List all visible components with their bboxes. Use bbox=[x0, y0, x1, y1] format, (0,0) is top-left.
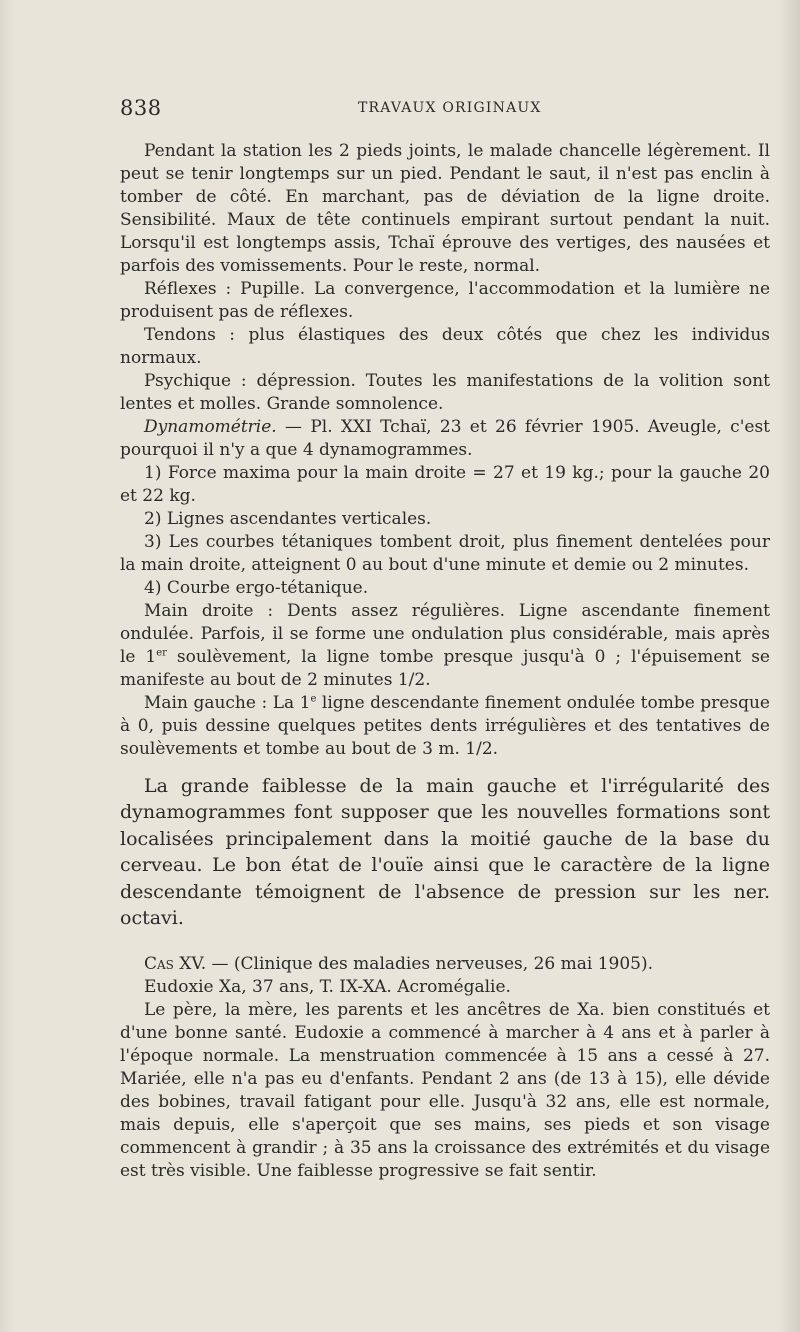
page-left-shadow bbox=[0, 0, 14, 1332]
cas-xv-label: Cas XV. bbox=[144, 954, 207, 975]
paragraph-dynamometrie bbox=[120, 416, 770, 462]
paragraph-main-gauche bbox=[120, 692, 770, 761]
paragraph-reflexes: Réflexes : Pupille. La convergence, l'accommodation et la lumière ne produisent pas de réflexes. bbox=[120, 279, 770, 322]
paragraph-cas-xv bbox=[120, 953, 770, 976]
main-droite-text-a: Main droite : Dents assez régulières. Ligne ascendante finement ondulée. Parfois, il se forme une ondulation plus considérable, mais après le 1 bbox=[120, 601, 770, 667]
paragraph-tendons: Tendons : plus élastiques des deux côtés que chez les individus normaux. bbox=[120, 325, 770, 368]
body-text bbox=[120, 140, 770, 1183]
paragraph-station: Pendant la station les 2 pieds joints, le malade chancelle légèrement. Il peut se tenir longtemps sur un pied. Pendant le saut, il n'est pas enclin à tomber de côté. En marchant, pas de déviation de la ligne droite. Sensibilité. Maux de tête continuels empirant surtout pendant la nuit. Lorsqu'il est longtemps assis, Tchaï éprouve des vertiges, des nausées et parfois des vomissements. Pour le reste, normal. bbox=[120, 141, 770, 276]
paragraph-eudoxie: Eudoxie Xa, 37 ans, T. IX-XA. Acromégalie. bbox=[144, 977, 511, 998]
page-number: 838 bbox=[120, 96, 162, 120]
running-header bbox=[120, 96, 770, 126]
paragraph-psychique: Psychique : dépression. Toutes les manifestations de la volition sont lentes et molles. Grande somnolence. bbox=[120, 371, 770, 414]
dynamometrie-text: — Pl. XXI Tchaï, 23 et 26 février 1905. Aveugle, c'est pourquoi il n'y a que 4 dynamogrammes. bbox=[120, 417, 770, 460]
paragraph-force-maxima: 1) Force maxima pour la main droite = 27 et 19 kg.; pour la gauche 20 et 22 kg. bbox=[120, 463, 770, 506]
paragraph-anamnese: Le père, la mère, les parents et les ancêtres de Xa. bien constitués et d'une bonne santé. Eudoxie a commencé à marcher à 4 ans et à parler à l'époque normale. La menstruation commencée à 15 ans a cessé à 27. Mariée, elle n'a pas eu d'enfants. Pendant 2 ans (de 13 à 15), elle dévide des bobines, travail fatigant pour elle. Jusqu'à 32 ans, elle est normale, mais depuis, elle s'aperçoit que ses mains, ses pieds et son visage commencent à grandir ; à 35 ans la croissance des extrémités et du visage est très visible. Une faiblesse progressive se fait sentir. bbox=[120, 1000, 770, 1182]
paragraph-courbes-tetaniques: 3) Les courbes tétaniques tombent droit, plus finement dentelées pour la main droite, atteignent 0 au bout d'une minute et demie ou 2 minutes. bbox=[120, 532, 770, 575]
paragraph-courbe-ergo: 4) Courbe ergo-tétanique. bbox=[144, 578, 369, 598]
main-droite-superscript: er bbox=[156, 647, 167, 659]
dynamometrie-label: Dynamométrie. bbox=[144, 417, 277, 437]
paragraph-conclusion: La grande faiblesse de la main gauche et l'irrégularité des dynamogrammes font supposer que les nouvelles formations sont localisées principalement dans la moitié gauche de la base du cerveau. Le bon état de l'ouïe ainsi que le caractère de la ligne descendante témoignent de l'absence de pression sur les ner. octavi. bbox=[120, 775, 770, 930]
main-gauche-superscript: e bbox=[310, 693, 317, 705]
main-gauche-text-b: ligne descendante finement ondulée tombe presque à 0, puis dessine quelques petites dents irrégulières et des tentatives de soulèvements et tombe au bout de 3 m. 1/2. bbox=[120, 693, 770, 759]
main-droite-text-b: soulèvement, la ligne tombe presque jusqu'à 0 ; l'épuisement se manifeste au bout de 2 minutes 1/2. bbox=[120, 647, 770, 690]
running-title: TRAVAUX ORIGINAUX bbox=[358, 100, 542, 116]
cas-xv-text: — (Clinique des maladies nerveuses, 26 mai 1905). bbox=[206, 954, 654, 975]
page-binding-shadow bbox=[778, 0, 800, 1332]
paragraph-main-droite bbox=[120, 600, 770, 692]
main-gauche-text-a: Main gauche : La 1 bbox=[144, 693, 311, 713]
paragraph-lignes-ascendantes: 2) Lignes ascendantes verticales. bbox=[144, 509, 432, 529]
